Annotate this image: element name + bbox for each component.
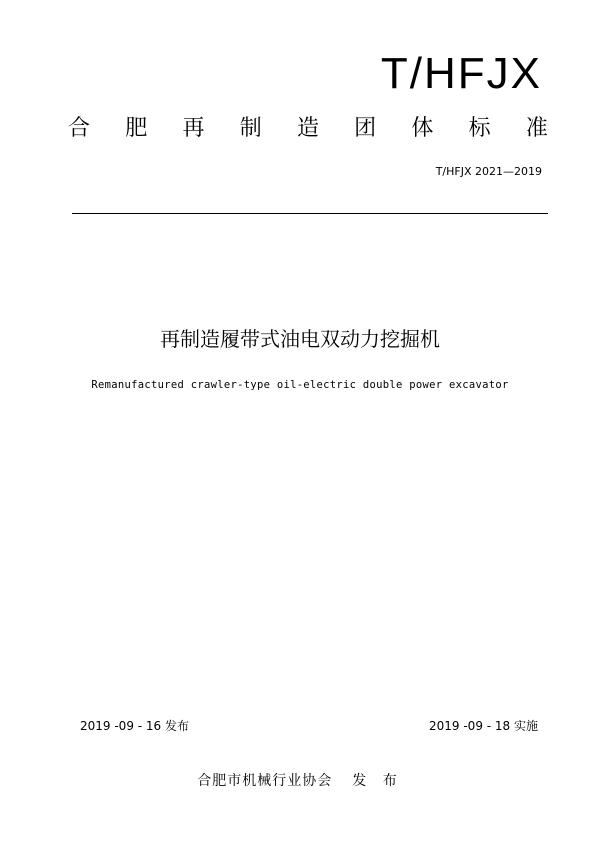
org-standard-title <box>68 118 548 140</box>
publish-date: 2019 -09 - 16 发布 <box>80 719 189 733</box>
publisher-name: 合肥市机械行业协会 <box>197 773 333 789</box>
document-title-english: Remanufactured crawler-type oil-electric double power excavator <box>91 379 509 391</box>
publisher-line <box>0 774 600 788</box>
org-title-char: 标 <box>468 116 491 141</box>
org-title-char: 准 <box>525 116 548 141</box>
standard-code-logo: T/HFJX <box>380 49 542 98</box>
org-title-char: 合 <box>68 116 91 141</box>
org-title-char: 再 <box>182 116 205 141</box>
standard-number: T/HFJX 2021—2019 <box>435 165 542 178</box>
issue-label: 发 布 <box>352 773 403 789</box>
org-title-char: 团 <box>354 116 377 141</box>
org-title-char: 制 <box>239 116 262 141</box>
header-divider <box>72 213 548 214</box>
org-title-char: 肥 <box>125 116 148 141</box>
org-title-char: 体 <box>411 116 434 141</box>
document-title-chinese: 再制造履带式油电双动力挖掘机 <box>160 327 440 351</box>
implement-date: 2019 -09 - 18 实施 <box>429 719 538 733</box>
org-title-char: 造 <box>296 116 319 141</box>
